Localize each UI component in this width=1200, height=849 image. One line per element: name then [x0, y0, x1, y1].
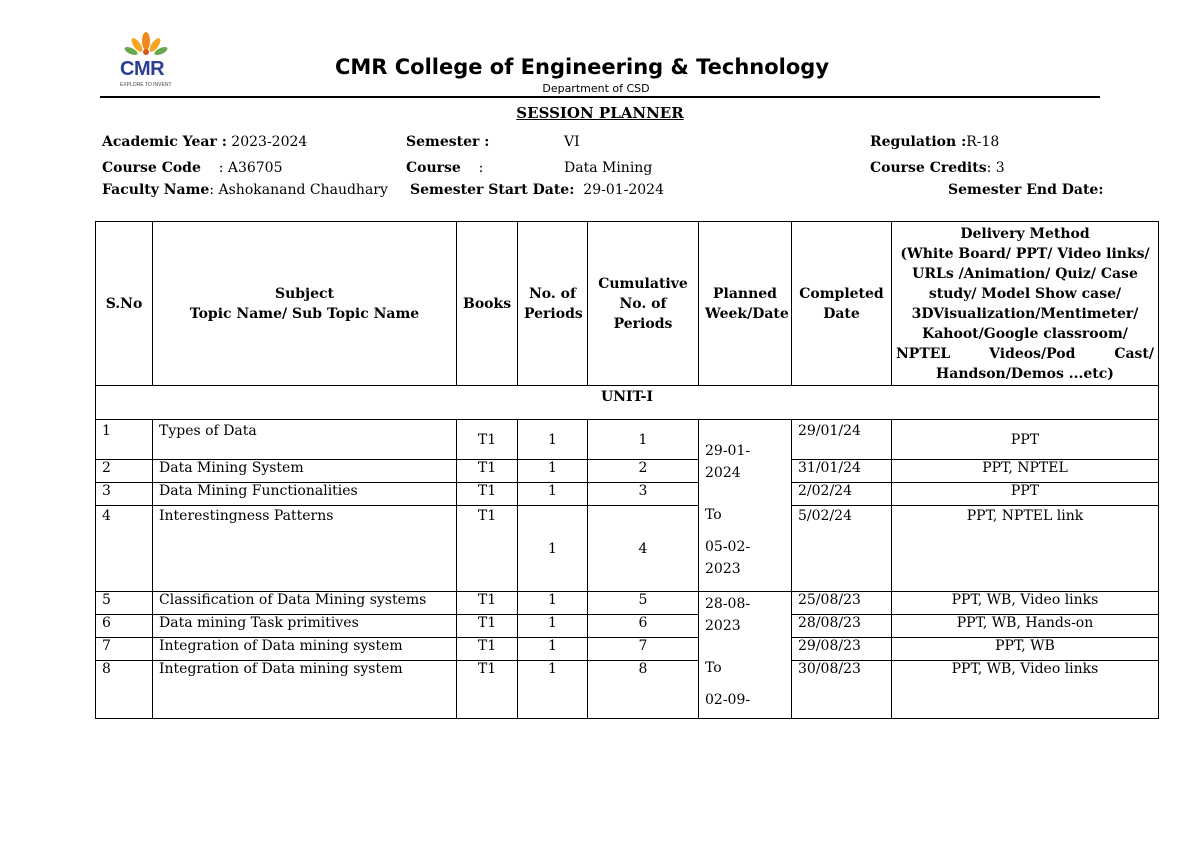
header-sno: S.No	[96, 222, 153, 386]
row-cumulative: 5	[588, 592, 699, 615]
row-cumulative: 8	[588, 661, 699, 719]
course-value: Data Mining	[564, 160, 653, 176]
semester-value: VI	[564, 134, 580, 150]
header-cumulative: Cumulative No. of Periods	[588, 222, 699, 386]
row-delivery: PPT, WB, Video links	[892, 592, 1159, 615]
row-completed: 28/08/23	[792, 615, 892, 638]
row-topic: Data mining Task primitives	[153, 615, 457, 638]
row-sno: 1	[96, 420, 153, 460]
row-book: T1	[457, 420, 518, 460]
row-topic: Classification of Data Mining systems	[153, 592, 457, 615]
row-cumulative: 7	[588, 638, 699, 661]
course-label: Course :	[406, 160, 484, 176]
row-topic: Data Mining System	[153, 460, 457, 483]
semester-start-date: Semester Start Date: 29-01-2024	[410, 182, 664, 198]
row-delivery: PPT, WB, Hands-on	[892, 615, 1159, 638]
table-row	[96, 506, 1159, 592]
row-book: T1	[457, 483, 518, 506]
session-table	[95, 221, 1159, 719]
row-topic: Types of Data	[153, 420, 457, 460]
logo-text: CMR	[120, 58, 165, 80]
row-completed: 30/08/23	[792, 661, 892, 719]
row-periods: 1	[518, 661, 588, 719]
row-delivery: PPT	[892, 420, 1159, 460]
table-row	[96, 483, 1159, 506]
row-sno: 8	[96, 661, 153, 719]
row-completed: 2/02/24	[792, 483, 892, 506]
row-book: T1	[457, 661, 518, 719]
row-completed: 25/08/23	[792, 592, 892, 615]
row-book: T1	[457, 460, 518, 483]
header-divider	[100, 96, 1100, 98]
table-row	[96, 592, 1159, 615]
row-sno: 7	[96, 638, 153, 661]
row-periods: 1	[518, 592, 588, 615]
row-delivery: PPT, WB	[892, 638, 1159, 661]
row-cumulative: 4	[588, 506, 699, 592]
planned-week-block-1: 29-01- 2024 To 05-02- 2023	[699, 420, 792, 592]
row-completed: 29/01/24	[792, 420, 892, 460]
table-row	[96, 615, 1159, 638]
planned-week-block-2: 28-08- 2023 To 02-09-	[699, 592, 792, 719]
row-topic: Data Mining Functionalities	[153, 483, 457, 506]
row-delivery: PPT	[892, 483, 1159, 506]
row-topic: Interestingness Patterns	[153, 506, 457, 592]
header-delivery: Delivery Method (White Board/ PPT/ Video links/ URLs /Animation/ Quiz/ Case study/ Model Show case/ 3DVisualization/Mentimeter/ Kahoot/Google classroom/ NPTEL Videos/Pod Cast/ Handson/Demos ...etc)	[892, 222, 1159, 386]
logo-tagline: EXPLORE TO INVENT	[120, 82, 172, 88]
row-book: T1	[457, 615, 518, 638]
header-subject: Subject Topic Name/ Sub Topic Name	[153, 222, 457, 386]
row-book: T1	[457, 506, 518, 592]
header-periods: No. of Periods	[518, 222, 588, 386]
table-row	[96, 460, 1159, 483]
row-cumulative: 1	[588, 420, 699, 460]
row-book: T1	[457, 638, 518, 661]
row-sno: 6	[96, 615, 153, 638]
row-periods: 1	[518, 638, 588, 661]
row-completed: 31/01/24	[792, 460, 892, 483]
table-row	[96, 661, 1159, 719]
college-name: CMR College of Engineering & Technology	[334, 55, 830, 79]
row-delivery: PPT, WB, Video links	[892, 661, 1159, 719]
header-planned: Planned Week/Date	[699, 222, 792, 386]
row-sno: 3	[96, 483, 153, 506]
course-code: Course Code : A36705	[102, 160, 283, 176]
header-completed: Completed Date	[792, 222, 892, 386]
course-credits: Course Credits: 3	[870, 160, 1005, 176]
table-row	[96, 638, 1159, 661]
row-book: T1	[457, 592, 518, 615]
header-books: Books	[457, 222, 518, 386]
row-sno: 5	[96, 592, 153, 615]
table-header-row	[96, 222, 1159, 386]
academic-year: Academic Year : 2023-2024	[102, 134, 308, 150]
semester-end-date: Semester End Date:	[948, 182, 1104, 198]
row-cumulative: 2	[588, 460, 699, 483]
row-cumulative: 6	[588, 615, 699, 638]
row-cumulative: 3	[588, 483, 699, 506]
table-row	[96, 420, 1159, 460]
page-title: SESSION PLANNER	[516, 104, 684, 122]
row-topic: Integration of Data mining system	[153, 638, 457, 661]
row-sno: 4	[96, 506, 153, 592]
row-periods: 1	[518, 420, 588, 460]
row-completed: 29/08/23	[792, 638, 892, 661]
row-periods: 1	[518, 483, 588, 506]
regulation: Regulation :R-18	[870, 134, 1000, 150]
row-periods: 1	[518, 506, 588, 592]
unit-row	[96, 386, 1159, 420]
row-delivery: PPT, NPTEL	[892, 460, 1159, 483]
row-sno: 2	[96, 460, 153, 483]
row-topic: Integration of Data mining system	[153, 661, 457, 719]
faculty-name: Faculty Name: Ashokanand Chaudhary	[102, 182, 388, 198]
row-periods: 1	[518, 460, 588, 483]
row-delivery: PPT, NPTEL link	[892, 506, 1159, 592]
row-periods: 1	[518, 615, 588, 638]
semester-label: Semester :	[406, 134, 490, 150]
row-completed: 5/02/24	[792, 506, 892, 592]
unit-label: UNIT-I	[96, 386, 1159, 420]
department-name: Department of CSD	[542, 82, 650, 95]
